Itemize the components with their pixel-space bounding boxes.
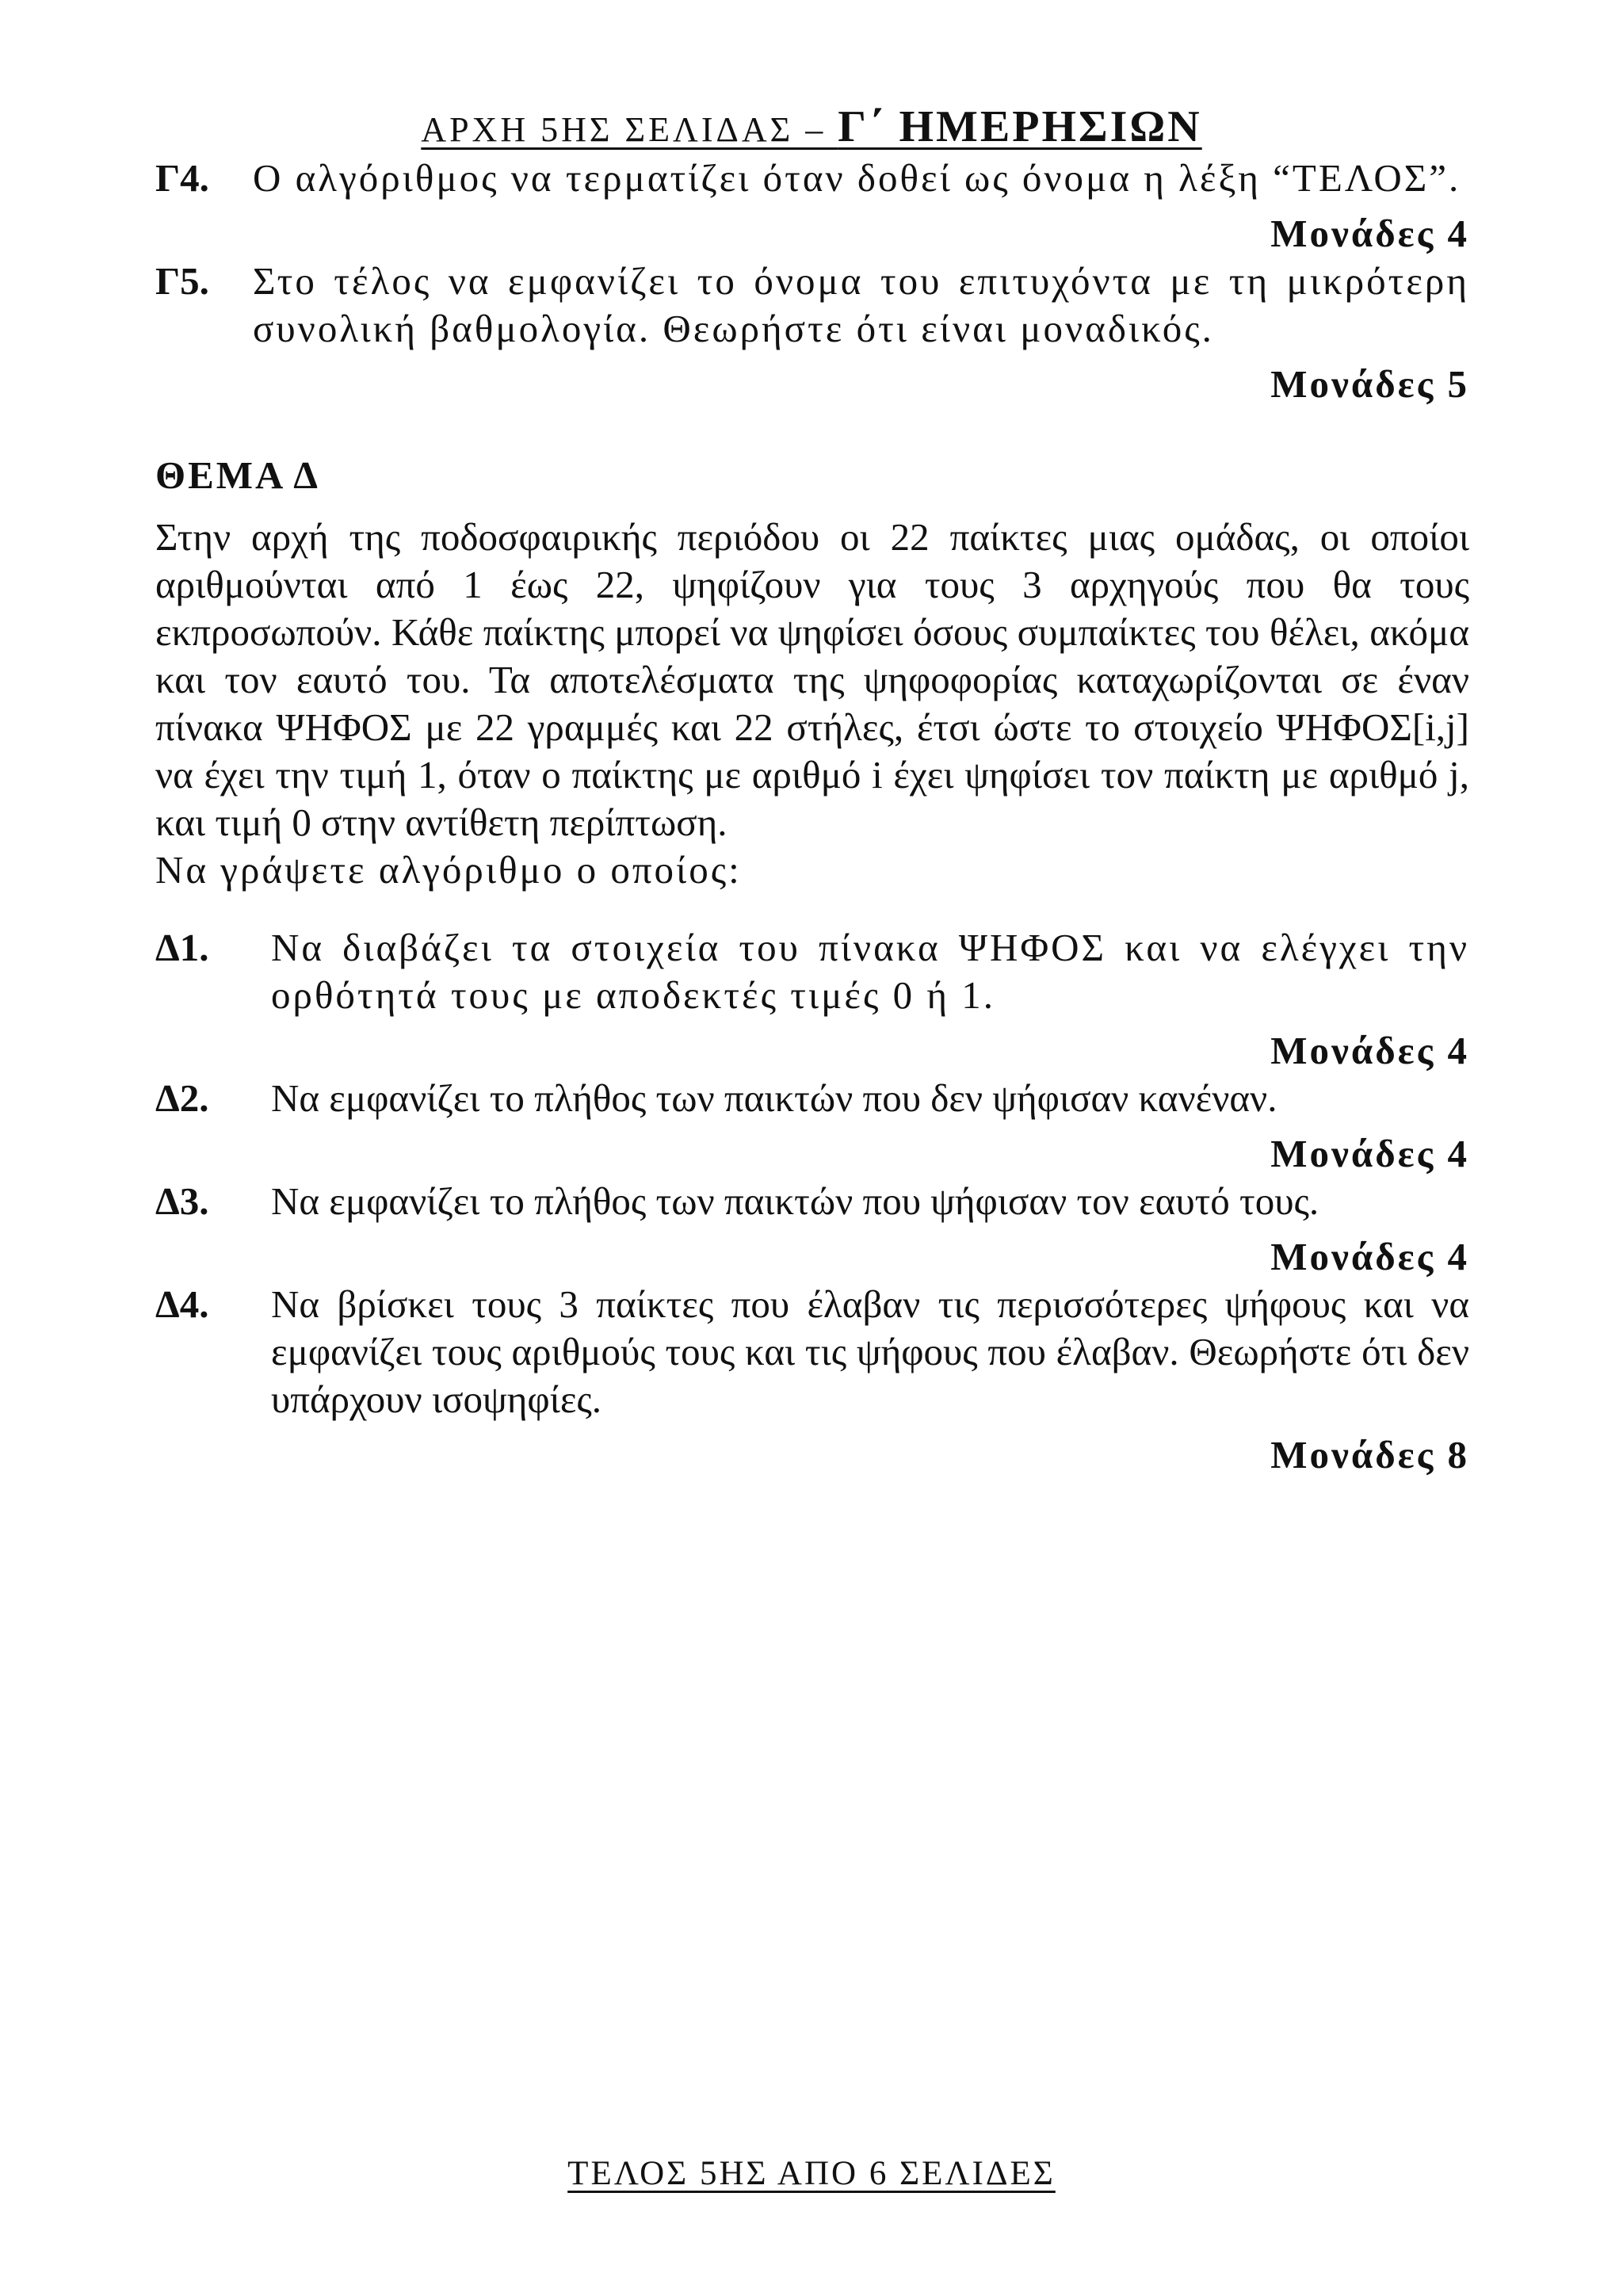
footer-text: ΤΕΛΟΣ 5ΗΣ ΑΠΟ 6 ΣΕΛΙΔΕΣ (567, 2155, 1056, 2192)
question-d1 (155, 924, 1469, 1019)
question-g5 (155, 258, 1469, 353)
question-label: Δ1. (155, 926, 209, 969)
page-header (0, 101, 1623, 152)
page-content (155, 155, 1469, 1479)
header-page-info: ΑΡΧΗ 5ΗΣ ΣΕΛΙΔΑΣ – (421, 110, 838, 149)
marks-d2: Μονάδες 4 (1270, 1132, 1469, 1175)
question-text: Στο τέλος να εμφανίζει το όνομα του επιτυχόντα με τη μικρότερη συνολική βαθμολογία. Θεωρήστε ότι είναι μοναδικός. (253, 259, 1469, 350)
marks-d1: Μονάδες 4 (1270, 1029, 1469, 1072)
question-label: Δ3. (155, 1179, 209, 1223)
question-d2 (155, 1075, 1469, 1122)
question-d4 (155, 1281, 1469, 1423)
question-text: Να βρίσκει τους 3 παίκτες που έλαβαν τις περισσότερες ψήφους και να εμφανίζει τους αριθμούς τους και τις ψήφους που έλαβαν. Θεωρήστε ότι δεν υπάρχουν ισοψηφίες. (271, 1282, 1469, 1421)
marks-d4: Μονάδες 8 (1270, 1433, 1469, 1477)
marks-g4: Μονάδες 4 (1270, 212, 1469, 255)
theme-d-intro: Στην αρχή της ποδοσφαιρικής περιόδου οι 22 παίκτες μιας ομάδας, οι οποίοι αριθμούνται από 1 έως 22, ψηφίζουν για τους 3 αρχηγούς που θα τους εκπροσωπούν. Κάθε παίκτης μπορεί να ψηφίσει όσους συμπαίκτες του θέλει, ακόμα και τον εαυτό του. Τα αποτελέσματα της ψηφοφορίας καταχωρίζονται σε έναν πίνακα ΨΗΦΟΣ με 22 γραμμές και 22 στήλες, έτσι ώστε το στοιχείο ΨΗΦΟΣ[i,j] να έχει την τιμή 1, όταν ο παίκτης με αριθμό i έχει ψηφίσει τον παίκτη με αριθμό j, και τιμή 0 στην αντίθετη περίπτωση. (155, 515, 1469, 844)
theme-d-title: ΘΕΜΑ Δ (155, 453, 320, 497)
page-footer (0, 2154, 1623, 2193)
question-label: Γ4. (155, 156, 209, 200)
question-text: Να εμφανίζει το πλήθος των παικτών που ψήφισαν τον εαυτό τους. (271, 1179, 1319, 1223)
question-d3 (155, 1178, 1469, 1225)
question-text: Να διαβάζει τα στοιχεία του πίνακα ΨΗΦΟΣ και να ελέγχει την ορθότητά τους με αποδεκτές τιμές 0 ή 1. (271, 926, 1469, 1017)
header-exam-type: Γ΄ ΗΜΕΡΗΣΙΩΝ (838, 102, 1202, 151)
marks-d3: Μονάδες 4 (1270, 1235, 1469, 1278)
question-text: Να εμφανίζει το πλήθος των παικτών που δεν ψήφισαν κανέναν. (271, 1076, 1277, 1120)
header-title (421, 101, 1201, 152)
question-label: Δ4. (155, 1282, 209, 1326)
question-label: Δ2. (155, 1076, 209, 1120)
marks-g5: Μονάδες 5 (1270, 362, 1469, 406)
theme-d-ask: Να γράψετε αλγόριθμο ο οποίος: (155, 848, 742, 892)
question-label: Γ5. (155, 259, 209, 303)
question-g4 (155, 155, 1469, 202)
question-text: Ο αλγόριθμος να τερματίζει όταν δοθεί ως όνομα η λέξη “ΤΕΛΟΣ”. (253, 156, 1461, 200)
